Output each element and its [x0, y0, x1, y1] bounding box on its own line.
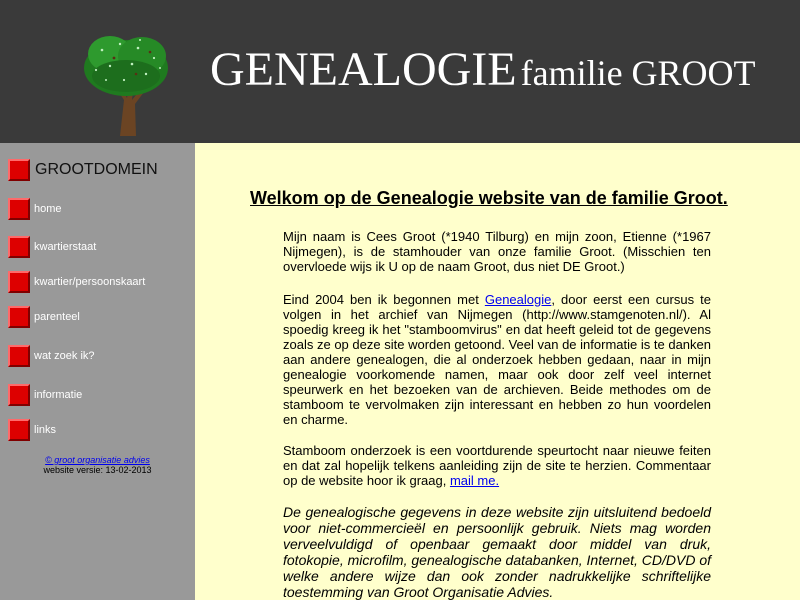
red-square-icon	[8, 345, 30, 367]
site-title-sub: familie GROOT	[520, 53, 756, 93]
website-version: website versie: 13-02-2013	[43, 465, 152, 475]
sidebar-item-parenteel[interactable]	[8, 306, 80, 328]
sidebar-item-kwartier-persoonskaart[interactable]	[8, 271, 145, 293]
sidebar-item-label: links	[34, 424, 57, 436]
sidebar-item-kwartierstaat[interactable]	[8, 236, 96, 258]
main-content	[195, 143, 800, 600]
sidebar	[0, 143, 195, 600]
tree-icon	[80, 30, 176, 136]
disclaimer-paragraph: De genealogische gegevens in deze website zijn uitsluitend bedoeld voor niet-commercieël en persoonlijk gebruik. Niets mag worden verveelvuldigd of openbaar gemaakt door middel van druk, fotokopie, microfilm, genealogische databanken, Internet, CD/DVD of welke andere wijze dan ook zonder nadrukkelijke schriftelijke toestemming van Groot Organisatie Advies.	[283, 504, 712, 600]
genealogie-link[interactable]: Genealogie	[484, 292, 552, 307]
red-square-icon	[8, 384, 30, 406]
sidebar-item-grootdomein[interactable]	[8, 159, 158, 181]
site-title-main: GENEALOGIE	[210, 43, 517, 96]
sidebar-item-links[interactable]	[8, 419, 56, 441]
red-square-icon	[8, 271, 30, 293]
sidebar-item-label: home	[34, 203, 62, 215]
red-square-icon	[8, 159, 30, 181]
copyright-link[interactable]: © groot organisatie advies	[45, 455, 150, 465]
sidebar-item-home[interactable]	[8, 198, 62, 220]
sidebar-item-label: kwartierstaat	[34, 241, 97, 253]
red-square-icon	[8, 306, 30, 328]
history-paragraph	[283, 292, 711, 427]
page-header	[0, 0, 800, 143]
sidebar-item-label: wat zoek ik?	[34, 350, 95, 362]
research-text: Stamboom onderzoek is een voortdurende speurtocht naar nieuwe feiten en dat zal hopelijk telkens aanleiding zijn de site te herzien. Commentaar op de website hoor ik graag,	[283, 443, 711, 488]
welcome-heading: Welkom op de Genealogie website van de familie Groot.	[250, 188, 728, 208]
sidebar-item-informatie[interactable]	[8, 384, 82, 406]
red-square-icon	[8, 198, 30, 220]
history-text-end: , door eerst een cursus te volgen in het archief van Nijmegen (http://www.stamgenoten.nl/). Al spoedig kreeg ik het "stamboomvirus" en dat heeft geleid tot de gegevens zoals ze op deze site worden getoond. Veel van de informatie is te danken aan andere genealogen, die al onderzoek hebben gedaan, naar in mijn genealogie voorkomende namen, maar ook door zelf veel internet speurwerk en het bezoeken van de archieven. Beide methodes om de stamboom te vervolmaken zijn interessant en hebben zo hun voordelen en charme.	[283, 292, 711, 427]
red-square-icon	[8, 419, 30, 441]
sidebar-item-label: informatie	[34, 389, 83, 401]
mail-me-link[interactable]: mail me.	[449, 473, 500, 488]
sidebar-item-label: parenteel	[34, 311, 80, 323]
history-text-start: Eind 2004 ben ik begonnen met	[283, 292, 485, 307]
intro-paragraph: Mijn naam is Cees Groot (*1940 Tilburg) en mijn zoon, Etienne (*1967 Nijmegen), is de stamhouder van onze familie Groot. (Misschien ten overvloede wijs ik U op de naam Groot, dus niet DE Groot.)	[283, 229, 711, 274]
site-title	[210, 42, 756, 97]
sidebar-item-label: kwartier/persoonskaart	[34, 276, 146, 288]
sidebar-domain-label: GROOTDOMEIN	[35, 161, 158, 178]
research-paragraph	[283, 443, 711, 488]
sidebar-item-wat-zoek-ik[interactable]	[8, 345, 95, 367]
red-square-icon	[8, 236, 30, 258]
sidebar-footer	[0, 455, 195, 475]
